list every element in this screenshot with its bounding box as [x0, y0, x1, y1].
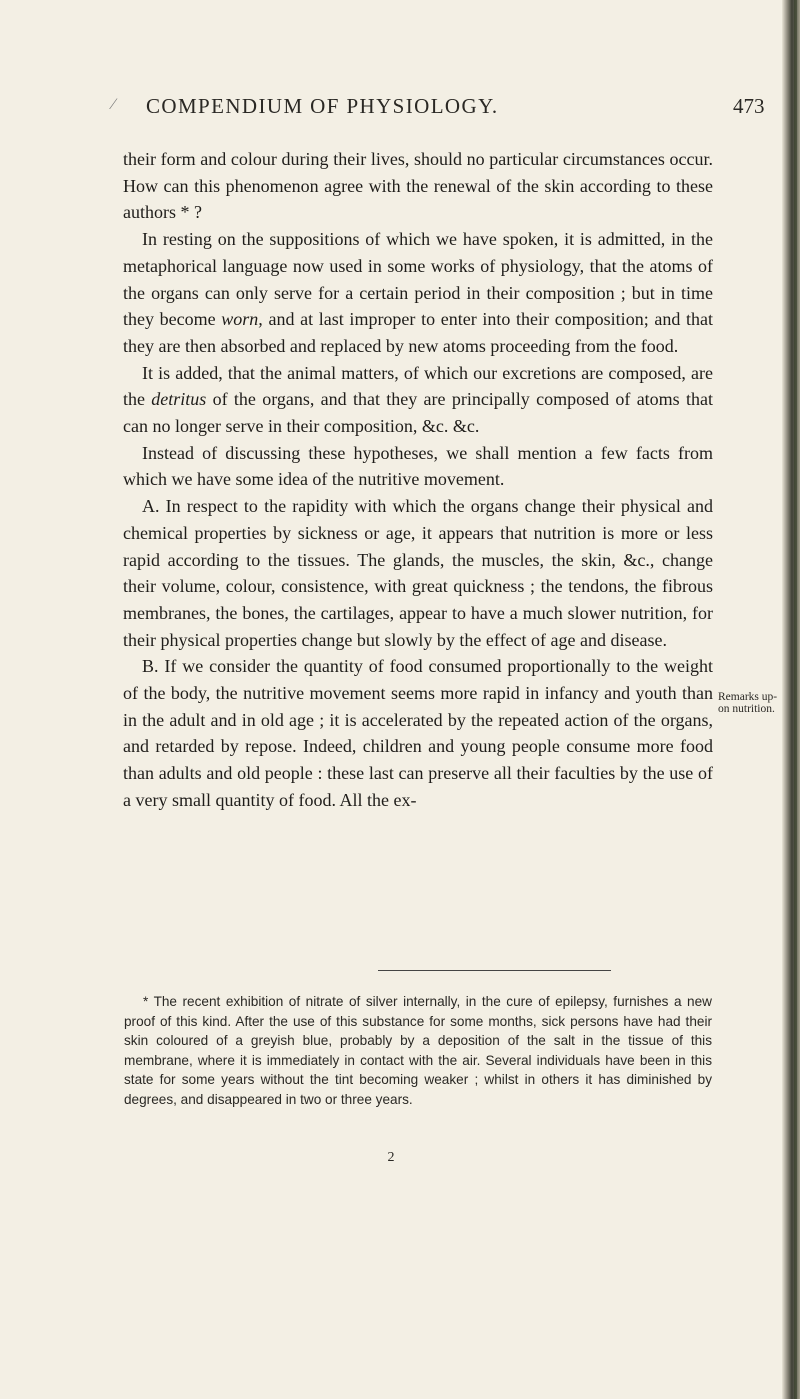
- paragraph-a-rapidity: A. In respect to the rapidity with which the organs change their physical and chemical properties by sickness or age, it appears that nutrition is more or less rapid according to the tissues. The glands, the muscles, the skin, &c., change their volume, colour, consistence, with great quickness ; the tendons, the fibrous membranes, the bones, the cartilages, appear to have a much slower nutrition, for their physical properties change but slowly by the effect of age and disease.: [123, 496, 713, 650]
- paragraph-text: and at last improper to enter into their composition; and that they are then absorbed and replaced by new atoms proceeding from the food.: [123, 309, 713, 356]
- running-title: COMPENDIUM OF PHYSIOLOGY.: [146, 94, 499, 118]
- paragraph-text: It is added, that the animal matters, of which our excretions are composed, are the: [123, 362, 713, 410]
- footnote-text: * The recent exhibition of nitrate of silver internally, in the cure of epilepsy, furnishes a new proof of this kind. After the use of this substance for some months, sick persons have had their skin coloured of a greyish blue, probably by a deposition of the salt in the tissue of this membrane, where it is immediately in contact with the air. Several individuals have been in this state for some years without the tint becoming weaker ; whilst in others it has diminished by degrees, and disappeared in two or three years.: [124, 994, 712, 1107]
- emphasis-worn: worn,: [221, 309, 263, 330]
- paragraph-detritus: [123, 360, 713, 440]
- paragraph-text: of the organs, and that they are principally composed of atoms that can no longer serve in their composition, &c. &c.: [123, 389, 713, 437]
- emphasis-detritus: detritus: [151, 389, 207, 410]
- signature-mark: 2: [387, 1150, 395, 1165]
- book-binding-shadow: [794, 0, 797, 1399]
- marginal-note-line: on nutrition.: [718, 703, 775, 715]
- header-pen-mark: ⁄: [112, 96, 115, 113]
- paragraph-continuation: their form and colour during their lives, should no particular circumstances occur. How can this phenomenon agree with the renewal of the skin according to these authors * ?: [123, 149, 713, 223]
- book-page-edge: [782, 0, 800, 1399]
- footnote-rule: [378, 970, 611, 971]
- paragraph-b-quantity: B. If we consider the quantity of food consumed proportionally to the weight of the body, the nutritive movement seems more rapid in infancy and youth than in the adult and in old age ; it is accelerated by the repeated action of the organs, and retarded by repose. Indeed, children and young people consume more food than adults and old people : these last can preserve all their faculties by the use of a very small quantity of food. All the ex-: [123, 656, 713, 810]
- footnote: [124, 992, 712, 1109]
- marginal-note-line: Remarks up-: [718, 691, 778, 703]
- main-text: [123, 146, 713, 814]
- paragraph-text: In resting on the suppositions of which we have spoken, it is admitted, in the metaphorical language now used in some works of physiology, that the atoms of the organs can only serve for a certain period in their composition ; but in time they become: [123, 229, 713, 330]
- paragraph-hypotheses: Instead of discussing these hypotheses, we shall mention a few facts from which we have some idea of the nutritive movement.: [123, 442, 713, 490]
- paragraph-suppositions: [123, 226, 713, 360]
- running-header: [0, 94, 782, 124]
- marginal-note: [718, 691, 782, 715]
- page-number: 473: [733, 94, 765, 118]
